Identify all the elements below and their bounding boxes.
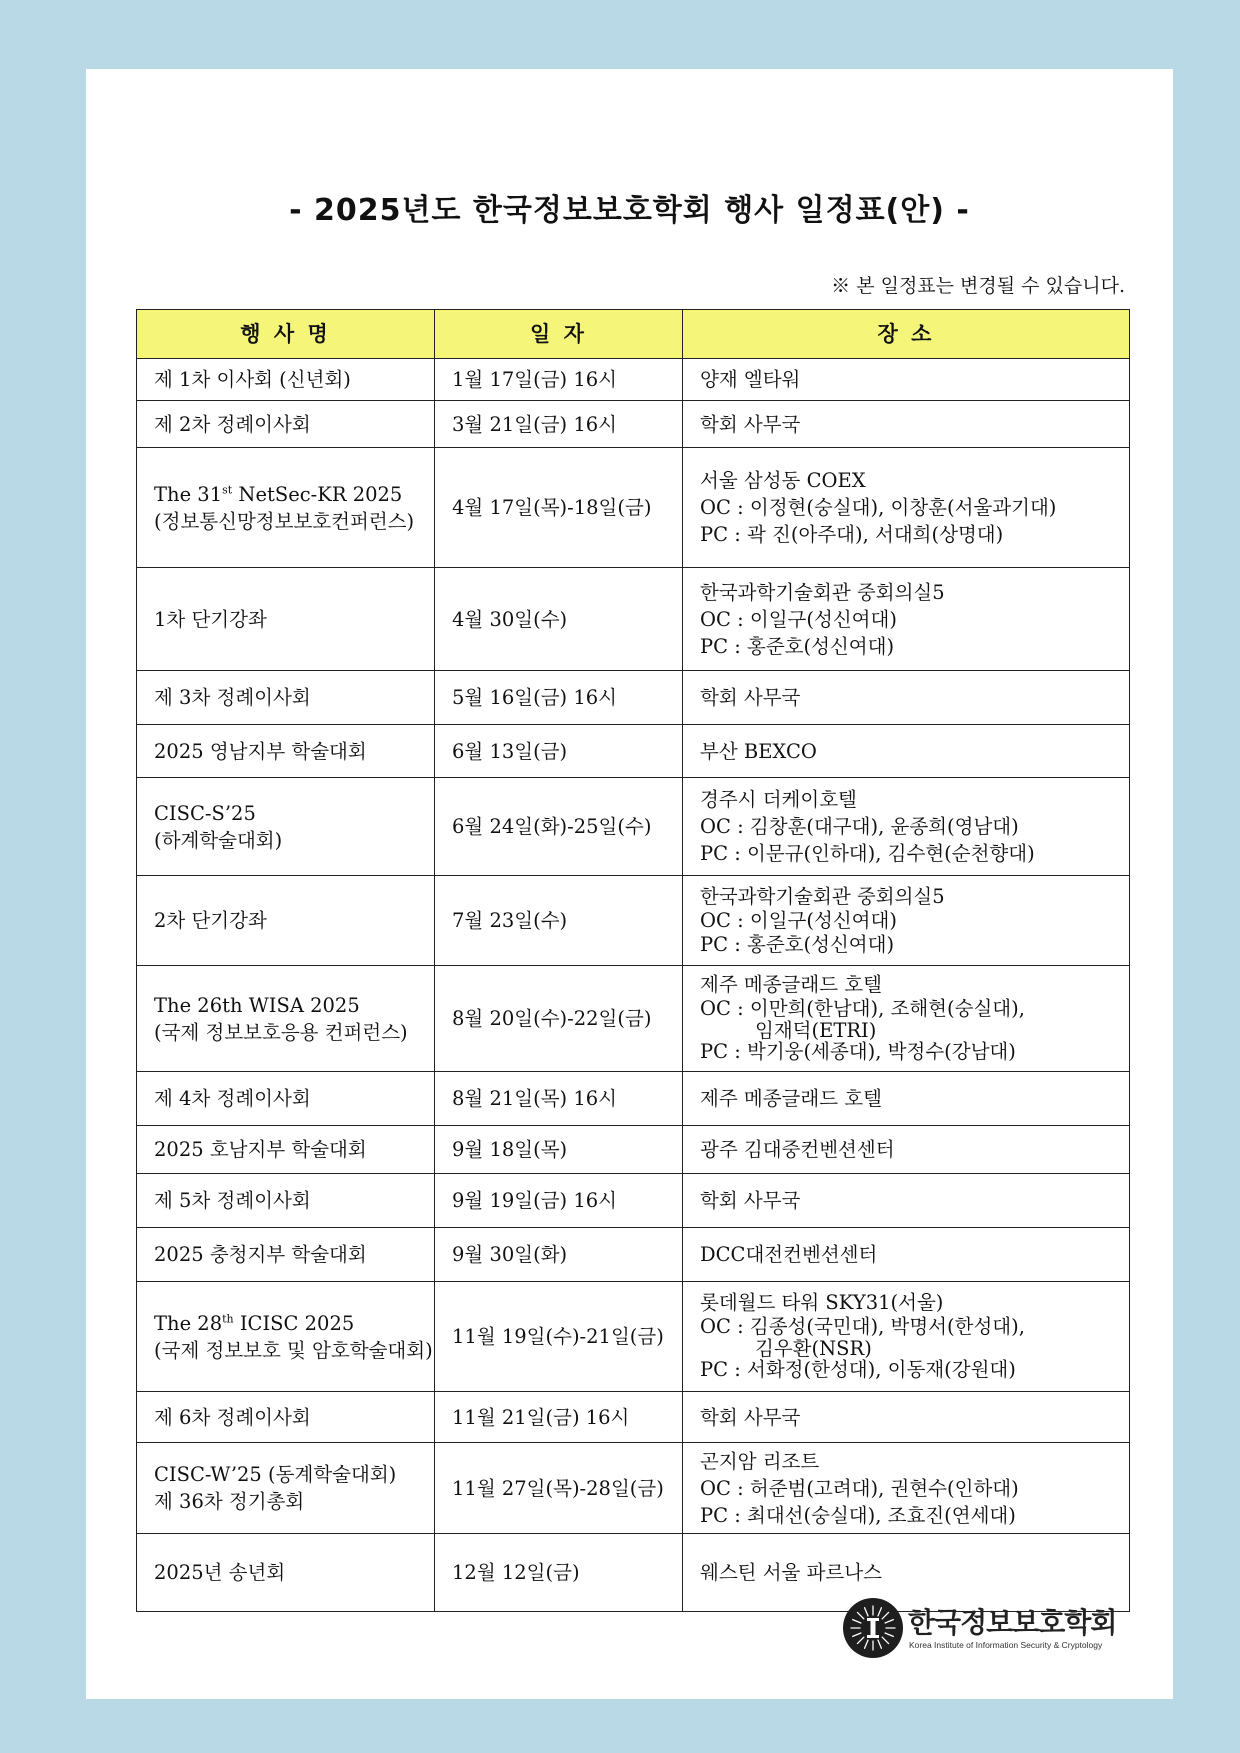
society-name-korean: 한국정보보호학회 bbox=[908, 1606, 1117, 1639]
header-date: 일 자 bbox=[435, 310, 683, 359]
header-event-name: 행 사 명 bbox=[137, 310, 435, 359]
event-name: 제 6차 정례이사회 bbox=[154, 1405, 311, 1429]
place-line: PC : 이문규(인하대), 김수현(순천향대) bbox=[700, 842, 1035, 865]
table-row bbox=[137, 1072, 1130, 1126]
event-name-cell bbox=[137, 725, 435, 778]
event-name: 2025년 송년회 bbox=[154, 1561, 286, 1584]
event-name: 2025 영남지부 학술대회 bbox=[154, 739, 367, 763]
event-date: 8월 21일(목) 16시 bbox=[435, 1072, 683, 1126]
place-line: PC : 서화정(한성대), 이동재(강원대) bbox=[700, 1358, 1016, 1381]
place-line: 웨스틴 서울 파르나스 bbox=[700, 1561, 882, 1584]
place-line: OC : 이일구(성신여대) bbox=[700, 607, 897, 631]
event-name-cell bbox=[137, 359, 435, 401]
place-line: OC : 이정현(숭실대), 이창훈(서울과기대) bbox=[700, 496, 1057, 519]
place-line: DCC대전컨벤션센터 bbox=[700, 1243, 878, 1266]
event-name-cell bbox=[137, 1534, 435, 1612]
table-row bbox=[137, 1282, 1130, 1392]
event-place-cell bbox=[683, 671, 1130, 725]
event-place-cell bbox=[683, 1126, 1130, 1174]
event-name-cell bbox=[137, 1072, 435, 1126]
event-date: 8월 20일(수)-22일(금) bbox=[435, 966, 683, 1072]
event-name-cell bbox=[137, 1443, 435, 1534]
event-name-cell bbox=[137, 1228, 435, 1282]
place-line: PC : 박기웅(세종대), 박정수(강남대) bbox=[700, 1040, 1016, 1063]
event-name: 제 3차 정례이사회 bbox=[154, 686, 311, 709]
event-name-line: CISC-S’25 bbox=[154, 801, 256, 825]
event-date: 9월 19일(금) 16시 bbox=[435, 1174, 683, 1228]
place-line: 제주 메종글래드 호텔 bbox=[700, 1087, 882, 1110]
society-name-english: Korea Institute of Information Security & Cryptology bbox=[909, 1640, 1103, 1650]
event-name-part: NetSec-KR 2025 bbox=[232, 482, 403, 506]
society-emblem-icon bbox=[842, 1597, 904, 1659]
event-name-part: The 31 bbox=[154, 482, 223, 506]
table-row bbox=[137, 725, 1130, 778]
event-name-part: ICISC 2025 bbox=[233, 1311, 355, 1335]
event-date: 1월 17일(금) 16시 bbox=[435, 359, 683, 401]
event-place-cell bbox=[683, 1392, 1130, 1443]
event-date: 5월 16일(금) 16시 bbox=[435, 671, 683, 725]
place-line: OC : 김창훈(대구대), 윤종희(영남대) bbox=[700, 815, 1019, 838]
event-date: 11월 27일(목)-28일(금) bbox=[435, 1443, 683, 1534]
event-date: 12월 12일(금) bbox=[435, 1534, 683, 1612]
event-name-cell bbox=[137, 778, 435, 876]
place-line: 롯데월드 타워 SKY31(서울) bbox=[700, 1291, 944, 1314]
event-name-line bbox=[154, 1310, 417, 1337]
place-line: 학회 사무국 bbox=[700, 1189, 801, 1212]
event-name-line: (국제 정보보호 및 암호학술대회) bbox=[154, 1338, 433, 1362]
table-row bbox=[137, 778, 1130, 876]
event-date: 11월 19일(수)-21일(금) bbox=[435, 1282, 683, 1392]
event-name: 제 5차 정례이사회 bbox=[154, 1189, 311, 1212]
event-date: 9월 18일(목) bbox=[435, 1126, 683, 1174]
ordinal-suffix: st bbox=[222, 483, 233, 496]
place-line: PC : 홍준호(성신여대) bbox=[700, 932, 895, 956]
place-line: 양재 엘타워 bbox=[700, 368, 801, 391]
event-place-cell bbox=[683, 448, 1130, 568]
place-line: OC : 김종성(국민대), 박명서(한성대), bbox=[700, 1315, 1025, 1338]
event-name-line: (하계학술대회) bbox=[154, 828, 283, 852]
table-row bbox=[137, 1174, 1130, 1228]
event-date: 7월 23일(수) bbox=[435, 876, 683, 966]
place-line: 한국과학기술회관 중회의실5 bbox=[700, 884, 945, 908]
event-place-cell bbox=[683, 1174, 1130, 1228]
event-place-cell bbox=[683, 725, 1130, 778]
event-date: 4월 17일(목)-18일(금) bbox=[435, 448, 683, 568]
table-row bbox=[137, 671, 1130, 725]
event-name: 제 4차 정례이사회 bbox=[154, 1087, 311, 1110]
event-place-cell bbox=[683, 876, 1130, 966]
table-row bbox=[137, 1126, 1130, 1174]
place-line: OC : 허준범(고려대), 권현수(인하대) bbox=[700, 1476, 1019, 1500]
event-name: 제 1차 이사회 (신년회) bbox=[154, 368, 351, 391]
event-name: 1차 단기강좌 bbox=[154, 607, 267, 631]
event-place-cell bbox=[683, 359, 1130, 401]
place-line: 곤지암 리조트 bbox=[700, 1449, 820, 1473]
event-date: 6월 13일(금) bbox=[435, 725, 683, 778]
event-place-cell bbox=[683, 966, 1130, 1072]
page-title: - 2025년도 한국정보보호학회 행사 일정표(안) - bbox=[289, 193, 970, 228]
document-page bbox=[86, 69, 1173, 1699]
event-name-cell bbox=[137, 1282, 435, 1392]
table-row bbox=[137, 448, 1130, 568]
event-schedule-table bbox=[136, 309, 1130, 1612]
place-line: 임재덕(ETRI) bbox=[755, 1019, 877, 1042]
ordinal-suffix: th bbox=[222, 1312, 234, 1325]
event-name-line: CISC-W’25 (동계학술대회) bbox=[154, 1463, 397, 1486]
table-row bbox=[137, 359, 1130, 401]
event-name: 2차 단기강좌 bbox=[154, 909, 267, 932]
event-place-cell bbox=[683, 778, 1130, 876]
event-place-cell bbox=[683, 1282, 1130, 1392]
event-name-cell bbox=[137, 1174, 435, 1228]
event-name-cell bbox=[137, 671, 435, 725]
event-date: 11월 21일(금) 16시 bbox=[435, 1392, 683, 1443]
table-row bbox=[137, 966, 1130, 1072]
event-name-cell bbox=[137, 876, 435, 966]
table-row bbox=[137, 401, 1130, 448]
place-line: OC : 이일구(성신여대) bbox=[700, 908, 897, 932]
place-line: 학회 사무국 bbox=[700, 1405, 801, 1429]
place-line: 학회 사무국 bbox=[700, 686, 801, 709]
table-row bbox=[137, 1443, 1130, 1534]
event-date: 9월 30일(화) bbox=[435, 1228, 683, 1282]
event-name-cell bbox=[137, 401, 435, 448]
event-name: 2025 호남지부 학술대회 bbox=[154, 1138, 367, 1161]
table-row bbox=[137, 568, 1130, 671]
place-line: 한국과학기술회관 중회의실5 bbox=[700, 580, 945, 604]
event-name-cell bbox=[137, 448, 435, 568]
place-line: PC : 홍준호(성신여대) bbox=[700, 634, 895, 658]
society-logo bbox=[842, 1597, 1132, 1661]
event-place-cell bbox=[683, 1072, 1130, 1126]
table-row bbox=[137, 1392, 1130, 1443]
table-row bbox=[137, 1228, 1130, 1282]
place-line: 제주 메종글래드 호텔 bbox=[700, 973, 882, 996]
event-name-cell bbox=[137, 568, 435, 671]
place-line: 부산 BEXCO bbox=[700, 739, 817, 763]
place-line: 서울 삼성동 COEX bbox=[700, 469, 866, 492]
change-notice: ※ 본 일정표는 변경될 수 있습니다. bbox=[831, 275, 1125, 297]
event-name-cell bbox=[137, 966, 435, 1072]
event-date: 3월 21일(금) 16시 bbox=[435, 401, 683, 448]
place-line: 광주 김대중컨벤션센터 bbox=[700, 1138, 895, 1161]
event-name-line: (정보통신망정보보호컨퍼런스) bbox=[154, 509, 415, 533]
place-line: 학회 사무국 bbox=[700, 412, 801, 436]
event-name: 제 2차 정례이사회 bbox=[154, 412, 311, 436]
place-line: OC : 이만희(한남대), 조해현(숭실대), bbox=[700, 997, 1025, 1020]
event-place-cell bbox=[683, 401, 1130, 448]
table-row bbox=[137, 876, 1130, 966]
event-place-cell bbox=[683, 1443, 1130, 1534]
place-line: 경주시 더케이호텔 bbox=[700, 788, 857, 811]
place-line: PC : 곽 진(아주대), 서대희(상명대) bbox=[700, 523, 1004, 546]
place-line: PC : 최대선(숭실대), 조효진(연세대) bbox=[700, 1503, 1016, 1527]
header-place: 장 소 bbox=[683, 310, 1130, 359]
place-line: 김우환(NSR) bbox=[755, 1337, 872, 1360]
event-date: 4월 30일(수) bbox=[435, 568, 683, 671]
table-header-row bbox=[137, 310, 1130, 359]
event-name: 2025 충청지부 학술대회 bbox=[154, 1243, 367, 1266]
event-name-cell bbox=[137, 1392, 435, 1443]
event-date: 6월 24일(화)-25일(수) bbox=[435, 778, 683, 876]
event-name-line: 제 36차 정기총회 bbox=[154, 1490, 305, 1513]
event-name-line bbox=[154, 481, 417, 508]
event-place-cell bbox=[683, 568, 1130, 671]
event-name-line: (국제 정보보호응용 컨퍼런스) bbox=[154, 1020, 408, 1044]
event-place-cell bbox=[683, 1228, 1130, 1282]
event-name-cell bbox=[137, 1126, 435, 1174]
event-name-part: The 28 bbox=[154, 1311, 223, 1335]
event-name-line: The 26th WISA 2025 bbox=[154, 993, 360, 1017]
